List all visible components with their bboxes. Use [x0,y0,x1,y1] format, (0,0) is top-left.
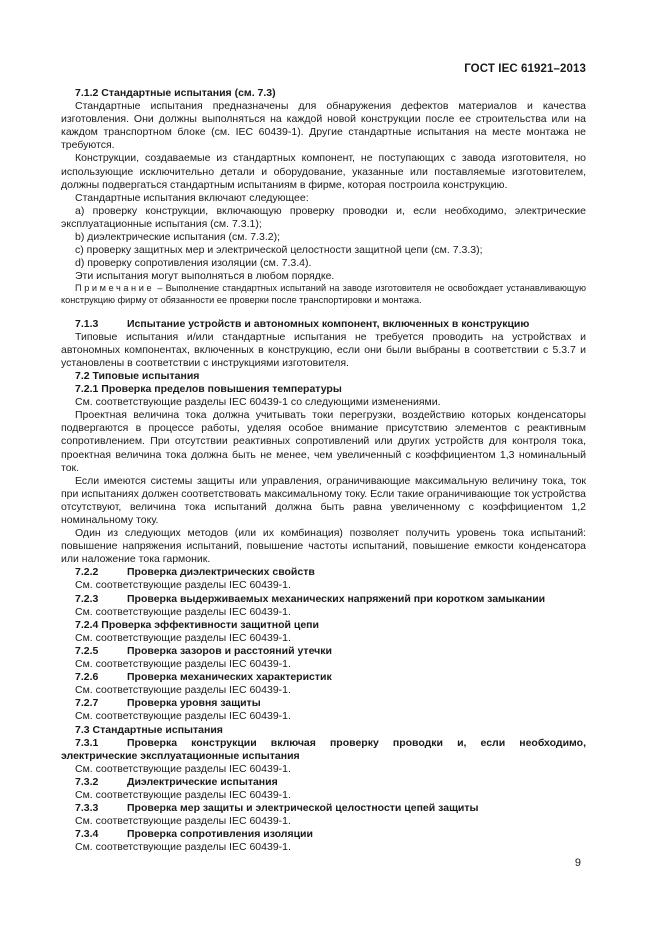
section-heading [61,645,586,658]
paragraph: См. соответствующие разделы IEC 60439-1. [75,684,291,697]
paragraph: См. соответствующие разделы IEC 60439-1. [75,631,291,644]
section-number: 7.2.5 [75,644,99,657]
section-heading [61,318,586,331]
section-heading [61,593,586,606]
section-heading: 7.2.4 Проверка эффективности защитной цепи [75,618,319,631]
paragraph: См. соответствующие разделы IEC 60439-1. [75,762,291,775]
section-title: Проверка выдерживаемых механических напряжений при коротком замыкании [127,592,546,605]
paragraph: См. соответствующие разделы IEC 60439-1. [75,841,291,854]
section-number: 7.3.2 [75,775,99,788]
section-heading [61,671,586,684]
section-number: 7.2.2 [75,566,99,579]
paragraph: См. соответствующие разделы IEC 60439-1. [75,815,291,828]
list-item: d) проверку сопротивления изоляции (см. 7.3.4). [75,257,312,270]
section-title: Проверка диэлектрических свойств [127,566,315,579]
note-label: Примечание [75,283,155,294]
section-heading [61,776,586,789]
section-title: Диэлектрические испытания [127,775,278,788]
paragraph: См. соответствующие разделы IEC 60439-1. [75,788,291,801]
section-number: 7.3.4 [75,828,99,841]
paragraph: См. соответствующие разделы IEC 60439-1. [75,710,291,723]
section-heading [61,566,586,579]
paragraph: Конструкции, создаваемые из стандартных компонент, не поступающих с завода изготовителя, но использующие исключительно детали и оборудование, указанные или поставляемые изготовителем, должны подвергаться стандартным испытаниям в фирме, которая построила конструкцию. [61,152,586,191]
section-heading [61,828,586,841]
section-number: 7.2.6 [75,671,99,684]
list-item: b) диэлектрические испытания (см. 7.3.2); [75,231,281,244]
paragraph: Эти испытания могут выполняться в любом порядке. [75,270,335,283]
paragraph: Стандартные испытания предназначены для обнаружения дефектов материалов и качества изготовления. Они должны выполняться на каждой новой конструкции после ее строительства или на каждом транспортном блоке (см. IEC 60439-1). Другие стандартные испытания на месте монтажа не требуются. [61,100,586,152]
list-item: c) проверку защитных мер и электрической целостности защитной цепи (см. 7.3.3); [75,244,483,257]
section-heading [61,802,586,815]
section-number: 7.1.3 [75,317,99,330]
list-item: a) проверку конструкции, включающую проверку проводки и, если необходимо, электрические эксплуатационные испытания (см. 7.3.1); [61,204,586,230]
section-number: 7.3.1 [75,736,99,749]
document-header: ГОСТ IEC 61921–2013 [464,63,586,75]
section-number: 7.2.7 [75,697,99,710]
section-title: Проверка конструкции включая проверку проводки и, если необходимо, электрические эксплуатационные испытания [61,736,586,762]
note [61,283,586,306]
section-title: Проверка зазоров и расстояний утечки [127,644,332,657]
section-heading [61,737,586,763]
section-number: 7.3.3 [75,802,99,815]
section-title: Проверка уровня защиты [127,697,261,710]
section-title: Испытание устройств и автономных компонент, включенных в конструкцию [127,317,530,330]
page-number: 9 [574,857,581,869]
section-heading: 7.3 Стандартные испытания [75,723,223,736]
paragraph: Типовые испытания и/или стандартные испытания не требуется проводить на устройствах и автономных компонентах, включенных в конструкцию, если они были выбраны в соответствии с 5.3.7 и установлены в соответствии с инструкциями изготовителя. [61,330,586,369]
section-heading [61,697,586,710]
section-title: Проверка мер защиты и электрической целостности цепей защиты [127,802,479,815]
note-text: – Выполнение стандартных испытаний на заводе изготовителя не освобождает устанавливающую конструкцию фирму от обязанности ее проверки после транспортировки и монтажа. [61,283,586,305]
paragraph: Один из следующих методов (или их комбинация) позволяет получить уровень тока испытаний: повышение напряжения испытаний, повышение частоты испытаний, повышение емкости конденсатора или наложение тока гармоник. [61,527,586,566]
paragraph: Если имеются системы защиты или управления, ограничивающие максимальную величину тока, ток при испытаниях должен соответствовать максимальному току. Если такие ограничивающие ток устройства отсутствуют, величина тока испытаний должна быть равна увеличенному с коэффициентом 1,2 номинальному току. [61,474,586,526]
paragraph: См. соответствующие разделы IEC 60439-1 со следующими изменениями. [75,396,441,409]
paragraph: Стандартные испытания включают следующее: [75,191,309,204]
page-body [61,87,586,854]
section-heading: 7.2 Типовые испытания [75,369,200,382]
paragraph: См. соответствующие разделы IEC 60439-1. [75,579,291,592]
paragraph: Проектная величина тока должна учитывать токи перегрузки, воздействию которых конденсаторы подвергаются в процессе работы, уделяя особое внимание присутствию элементов с реактивным сопротивлением. При отсутствии реактивных сопротивлений или других устройств для контроля тока, проектная величина тока должна быть не менее, чем увеличенный с коэффициентом 1,3 номинальный ток. [61,409,586,474]
section-heading: 7.2.1 Проверка пределов повышения температуры [75,383,342,396]
section-number: 7.2.3 [75,592,99,605]
section-title: Проверка механических характеристик [127,671,332,684]
section-heading: 7.1.2 Стандартные испытания (см. 7.3) [75,87,276,99]
section-title: Проверка сопротивления изоляции [127,828,313,841]
paragraph: См. соответствующие разделы IEC 60439-1. [75,658,291,671]
paragraph: См. соответствующие разделы IEC 60439-1. [75,605,291,618]
